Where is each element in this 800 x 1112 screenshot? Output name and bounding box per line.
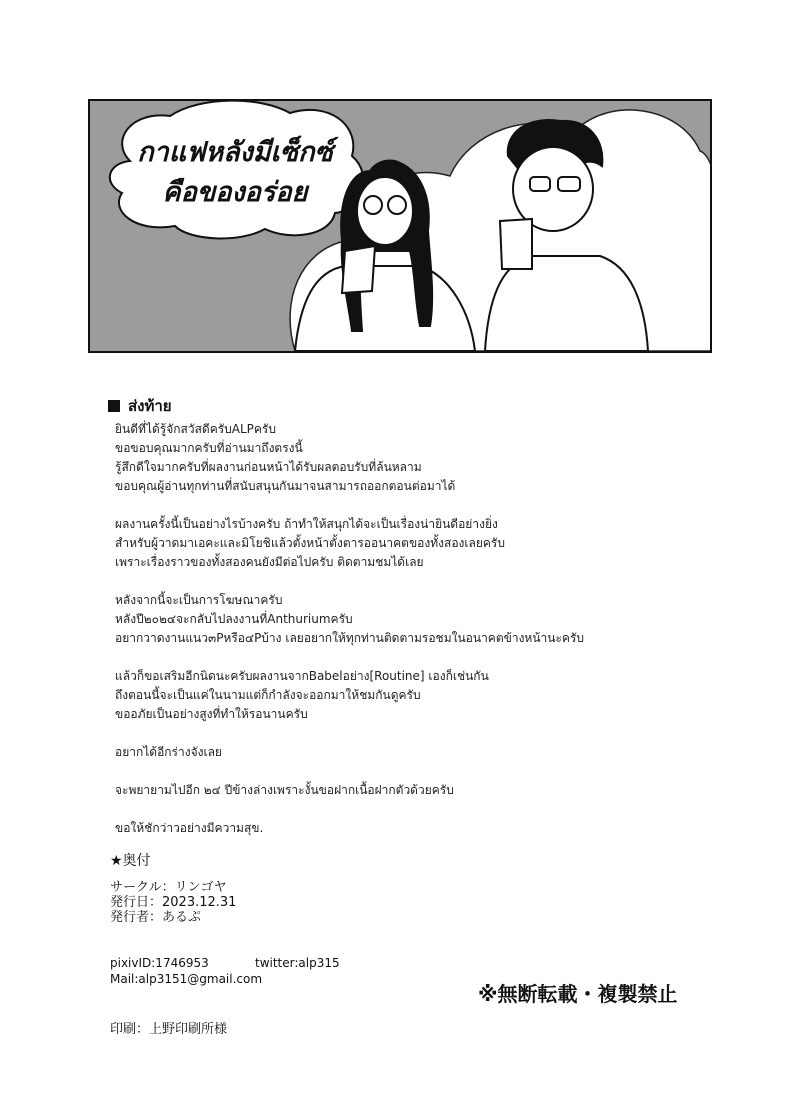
afterword-line: ถึงตอนนี้จะเป็นแค่ในนามแต่ก็กำลังจะออกมาให้ชมกันดูครับ [115, 688, 421, 702]
afterword-paragraph [115, 819, 715, 838]
square-bullet-icon [108, 400, 120, 412]
afterword-line: ขอขอบคุณมากครับที่อ่านมาถึงตรงนี้ [115, 441, 303, 455]
twitter-handle: twitter:alp315 [255, 956, 340, 970]
afterword-line: หลังปี๒๐๒๔จะกลับไปลงงานที่Anthuriumครับ [115, 612, 353, 626]
afterword-paragraph [115, 743, 715, 762]
afterword-line: ขอให้ชักว่าวอย่างมีความสุข. [115, 821, 264, 835]
section-title-text: ส่งท้าย [128, 397, 172, 415]
pixiv-id: pixivID:1746953 [110, 956, 209, 970]
afterword-line: ขอบคุณผู้อ่านทุกท่านที่สนับสนุนกันมาจนสามารถออกตอนต่อมาได้ [115, 479, 456, 493]
bubble-text-line1: กาแฟหลังมีเซ็กซ์ [137, 137, 333, 168]
colophon-title: ★奥付 [110, 853, 151, 869]
prohibition-notice: ※無断転載・複製禁止 [478, 982, 678, 1006]
afterword-line: เพราะเรื่องราวของทั้งสองคนยังมีต่อไปครับ ติดตามชมได้เลย [115, 555, 424, 569]
afterword-line: อยากได้อีกร่างจังเลย [115, 745, 222, 759]
afterword-paragraph [115, 781, 715, 800]
afterword-line: ขออภัยเป็นอย่างสูงที่ทำให้รอนานครับ [115, 707, 308, 721]
afterword-paragraph [115, 515, 715, 572]
afterword-notes [115, 420, 715, 857]
afterword-line: แล้วก็ขอเสริมอีกนิดนะครับผลงานจากBabelอย่าง[Routine] เองก็เช่นกัน [115, 669, 489, 683]
afterword-paragraph [115, 667, 715, 724]
afterword-line: สำหรับผู้วาดมาเอคะและมิโยชิแล้วตั้งหน้าตั้งตารออนาคตของทั้งสองเลยครับ [115, 536, 505, 550]
printer-credit: 印刷：上野印刷所様 [110, 1022, 228, 1037]
section-title [108, 394, 172, 418]
afterword-line: จะพยายามไปอีก ๒๔ ปีข้างล่างเพราะงั้นขอฝากเนื้อฝากตัวด้วยครับ [115, 783, 454, 797]
publish-date: 発行日：2023.12.31 [110, 895, 237, 910]
colophon-details [110, 880, 236, 925]
mail-address: Mail:alp3151@gmail.com [110, 972, 263, 986]
afterword-line: อยากวาดงานแนว๓Pหรือ๔Pบ้าง เลยอยากให้ทุกท่านติดตามรอชมในอนาคตข้างหน้านะครับ [115, 631, 585, 645]
bubble-text-line2: คือของอร่อย [162, 177, 308, 208]
afterword-paragraph [115, 420, 715, 496]
afterword-line: ยินดีที่ได้รู้จักสวัสดีครับALPครับ [115, 422, 276, 436]
manga-panel [88, 99, 712, 353]
afterword-line: รู้สึกดีใจมากครับที่ผลงานก่อนหน้าได้รับผลตอบรับที่ล้นหลาม [115, 460, 422, 474]
circle-name: サークル：リンゴヤ [110, 880, 227, 895]
afterword-line: หลังจากนี้จะเป็นการโฆษณาครับ [115, 593, 283, 607]
afterword-line: ผลงานครั้งนี้เป็นอย่างไรบ้างครับ ถ้าทำให้สนุกได้จะเป็นเรื่องน่ายินดีอย่างยิ่ง [115, 517, 498, 531]
publisher-name: 発行者：あるぷ [110, 910, 202, 925]
afterword-paragraph [115, 591, 715, 648]
